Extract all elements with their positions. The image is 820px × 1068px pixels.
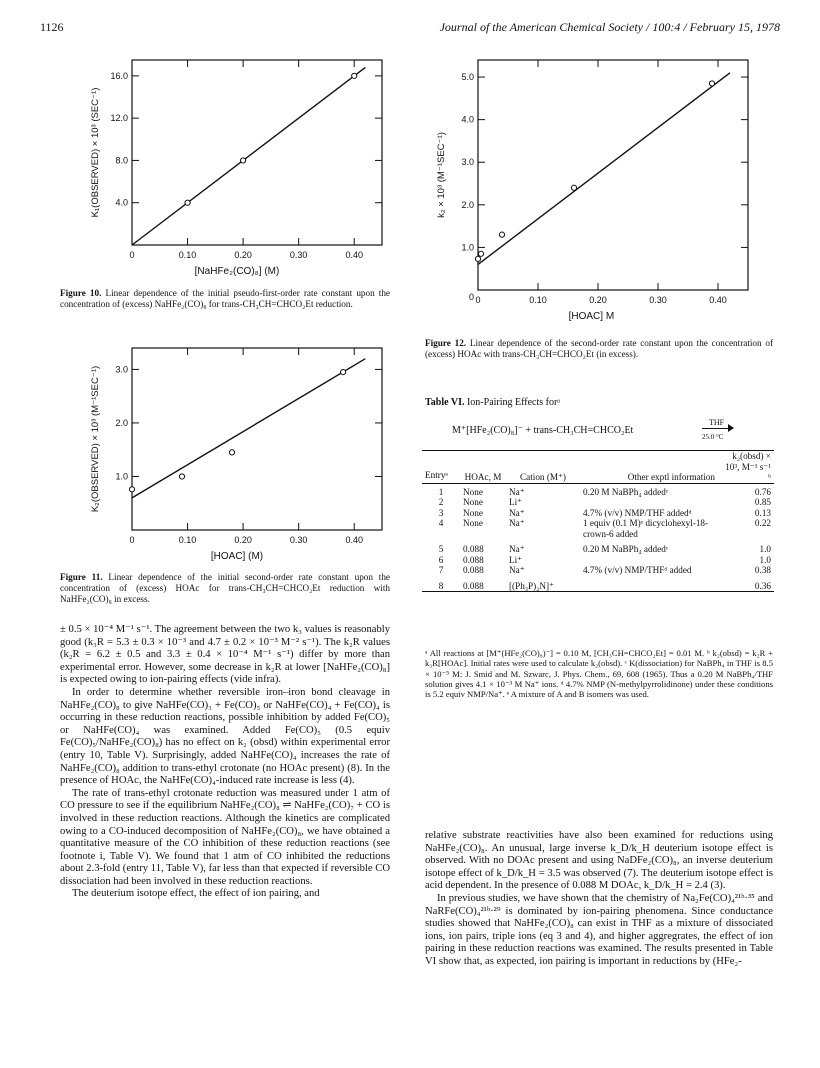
- x-tick-label: 0.30: [649, 295, 667, 305]
- data-point: [571, 185, 576, 190]
- table-cell-hoac: 0.088: [463, 554, 484, 565]
- x-tick-label: 0.20: [234, 535, 252, 545]
- header-k2: k₂(obsd) × 10³, M⁻¹ s⁻¹ ᵇ: [725, 451, 771, 482]
- table-cell-entry: 8: [438, 580, 444, 591]
- table-cell-k2: 1.0: [759, 554, 771, 565]
- reaction-equation: M⁺[HFe₂(CO)₈]⁻ + trans-CH₃CH=CHCO₂Et: [452, 425, 634, 436]
- table-cell-other: 4.7% (v/v) NMP/THFᵈ added: [583, 565, 692, 575]
- table-cell-hoac: 0.088: [463, 544, 484, 554]
- fit-line: [132, 359, 365, 498]
- x-tick-label: 0: [129, 535, 135, 545]
- table-cell-k2: 0.36: [754, 580, 771, 591]
- data-point: [499, 232, 504, 237]
- fig11-plot-frame: [132, 348, 382, 530]
- table-cell-entry: 3: [438, 507, 444, 518]
- figure-10-caption: [60, 288, 390, 310]
- table-cell-hoac: None: [463, 486, 483, 497]
- table-cell-other: 0.20 M NaBPh₄ addedᶜ: [583, 544, 669, 554]
- x-tick-label: 0.10: [178, 535, 197, 545]
- table-cell-hoac: None: [463, 497, 483, 507]
- right-column-text: [425, 830, 773, 969]
- table-cell-other: 1 equiv (0.1 M)ᵉ dicyclohexyl-18-crown-6 added: [583, 518, 709, 539]
- data-point: [241, 158, 246, 163]
- fig12-plot-frame: [478, 60, 748, 290]
- figure-11-caption: [60, 572, 390, 605]
- y-tick-label: 4.0: [461, 114, 474, 125]
- table-cell-other: 0.20 M NaBPh₄ addedᶜ: [583, 486, 669, 497]
- y-tick-label: 2.0: [115, 417, 128, 428]
- origin-label: 0: [468, 292, 474, 302]
- figure-10: [60, 50, 390, 290]
- table-cell-cation: Na⁺: [509, 565, 525, 575]
- table-cell-other: [580, 497, 718, 508]
- y-tick-label: 3.0: [461, 157, 474, 168]
- table-cell-cation: Li⁺: [509, 554, 523, 565]
- paragraph: The deuterium isotope effect, the effect of ion pairing, and: [72, 888, 320, 900]
- table-cell-entry: 6: [438, 554, 444, 565]
- table-6-label: Table VI.: [425, 397, 465, 408]
- table-6-footnotes: ᵃ All reactions at [M⁺(HFe₂(CO)₈)⁻] = 0.10 M, [CH₃CH=CHCO₂Et] = 0.01 M. ᵇ k₂(obsd) = k₂R + k₃R[HOAc]. Initial rates were used to calculate k₂(obsd). ᶜ K(dissociation) for NaBPh₄ in THF is 8.5 × 10⁻⁵ M: J. Smid and M. Szwarc, J. Phys. Chem., 69, 608 (1965). Thus a 0.20 M NaBPh₄/THF solution gives 4.1 × 10⁻³ M Na⁺ ions. ᵈ 4.7% NMP (N-methylpyrrolidinone) under these conditions is 5.2 equiv NMP/Na⁺. ᵉ A mixture of A and B isomers was used.: [425, 648, 773, 700]
- x-tick-label: 0.20: [589, 295, 607, 305]
- table-cell-k2: 0.38: [754, 565, 771, 575]
- x-tick-label: 0.10: [529, 295, 547, 305]
- figure-11-label: Figure 11.: [60, 572, 103, 582]
- y-axis-label: K₂(OBSERVED) × 10³ (M⁻¹SEC⁻¹): [90, 365, 101, 513]
- data-point: [478, 251, 483, 256]
- paragraph: ± 0.5 × 10⁻⁴ M⁻¹ s⁻¹. The agreement between the two k₃ values is reasonably good (k₃R = 5.3 ± 0.3 × 10⁻³ and 4.7 ± 0.2 × 10⁻³ M⁻² s⁻¹). The k₂R values (k₂R = 6.2 ± 0.5 and 3.3 ± 0.4 × 10⁻⁴ M⁻¹ s⁻¹) differ by more than experimental error. However, some decrease in k₂R at lower [NaHFe₂(CO)₈] is expected owing to ion-pairing effects (vide infra).: [60, 624, 390, 686]
- table-cell-cation: Na⁺: [509, 507, 525, 518]
- table-cell-k2: 0.13: [754, 507, 771, 518]
- data-point: [179, 474, 184, 479]
- figure-12: [418, 50, 758, 340]
- y-axis-label: K₁(OBSERVED) × 10³ (SEC⁻¹): [90, 87, 101, 218]
- data-point: [709, 81, 714, 86]
- table-cell-entry: 1: [438, 486, 444, 497]
- table-cell-k2: 1.0: [759, 544, 771, 554]
- y-tick-label: 16.0: [110, 70, 128, 81]
- fit-line: [132, 67, 365, 245]
- table-cell-hoac: None: [463, 507, 483, 518]
- y-tick-label: 2.0: [461, 199, 474, 210]
- table-cell-k2: 0.85: [754, 497, 771, 507]
- table-cell-hoac: 0.088: [463, 580, 484, 591]
- table-row: [422, 508, 774, 519]
- table-cell-other: 4.7% (v/v) NMP/THF addedᵈ: [583, 507, 692, 518]
- x-axis-label: [HOAC] M: [568, 311, 615, 322]
- table-6-title-text: Ion-Pairing Effects forᵃ: [466, 397, 561, 408]
- x-tick-label: 0.30: [289, 250, 308, 260]
- y-tick-label: 8.0: [115, 155, 128, 166]
- page-header: [40, 20, 780, 36]
- table-cell-entry: 7: [438, 565, 444, 575]
- figure-12-caption: [425, 338, 773, 360]
- table-cell-cation: Na⁺: [509, 544, 525, 554]
- figure-12-text: Linear dependence of the second-order rate constant upon the concentration of (excess) HOAc with trans-CH₃CH=CHCO₂Et (in excess).: [425, 338, 774, 359]
- table-cell-other: [580, 576, 718, 592]
- x-tick-label: 0.30: [289, 535, 308, 545]
- table-cell-k2: 0.22: [754, 518, 771, 528]
- table-row: [422, 565, 774, 576]
- table-cell-entry: 5: [438, 544, 444, 554]
- table-6-title: [425, 397, 560, 408]
- arrow-top-label: THF: [709, 418, 725, 427]
- x-axis-label: [NaHFe₂(CO)₈] (M): [194, 266, 280, 277]
- paragraph: In previous studies, we have shown that the chemistry of Na₂Fe(CO)₄²¹ᵇ·³⁵ and NaRFe(CO)₄²¹ᵇ·²⁹ is dominated by ion-pairing phenomena. Since conductance studies showed that NaHFe₂(CO)₈ can exist in THF as a mixture of dissociated ions, ion pairs, triple ions (eq 3 and 4), and higher aggregrates, the effect of ion pairing in these reduction reactions was examined. The results presented in Table VI show that, as expected, ion pairing is important in reductions by (HFe₂-: [425, 892, 773, 967]
- figure-11-text: Linear dependence of the initial second-order rate constant upon the concentration of (excess) HOAc for trans-CH₃CH=CHCO₂Et reduction with NaHFe₂(CO)₈ in excess.: [60, 572, 390, 604]
- table-cell-cation: Na⁺: [509, 486, 525, 497]
- journal-running-head: Journal of the American Chemical Society / 100:4 / February 15, 1978: [439, 20, 780, 34]
- x-tick-label: 0.10: [178, 250, 197, 260]
- table-cell-hoac: 0.088: [463, 565, 484, 575]
- table-row: [422, 576, 774, 592]
- y-tick-label: 4.0: [115, 197, 128, 208]
- table-cell-k2: 0.76: [754, 486, 771, 497]
- arrowhead-icon: [728, 424, 734, 432]
- table-cell-cation: Li⁺: [509, 497, 523, 507]
- y-tick-label: 1.0: [461, 242, 474, 253]
- table-cell-hoac: None: [463, 518, 483, 528]
- table-row: [422, 518, 774, 539]
- x-axis-label: [HOAC] (M): [210, 551, 264, 562]
- data-point: [185, 200, 190, 205]
- figure-11-chart: [60, 338, 390, 570]
- figure-11: [60, 338, 390, 575]
- table-cell-cation: Na⁺: [509, 518, 525, 528]
- figure-10-label: Figure 10.: [60, 288, 102, 298]
- table-cell-entry: 2: [438, 497, 444, 507]
- x-tick-label: 0.40: [709, 295, 727, 305]
- y-tick-label: 12.0: [110, 113, 128, 124]
- figure-10-chart: [60, 50, 390, 285]
- table-cell-cation: [(Ph₃P)₂N]⁺: [509, 580, 554, 591]
- table-cell-entry: 4: [438, 518, 444, 528]
- table-row: [422, 555, 774, 566]
- y-axis-label: k₂ × 10³ (M⁻¹SEC⁻¹): [436, 132, 447, 218]
- fit-line: [478, 73, 730, 265]
- paragraph: The rate of trans-ethyl crotonate reduction was measured under 1 atm of CO pressure to see if the equilibrium NaHFe₂(CO)₈ ⇌ NaHFe₂(CO)₇ + CO is involved in these reduction reactions. Although the kinetics are complicated owing to a CO-induced decomposition of NaHFe₂(CO)₈, we have obtained a quantitative measure of the CO inhibition of these reduction reactions (see footnote i, Table V). We found that 1 atm of CO inhibited the reductions about 2.3-fold (entry 11, Table V), far less than that expected if reversible CO dissociation had been involved in these reduction reactions.: [60, 787, 390, 887]
- x-tick-label: 0: [475, 295, 481, 305]
- x-tick-label: 0.40: [345, 535, 363, 545]
- left-column-text: [60, 624, 390, 901]
- table-row: [422, 497, 774, 508]
- y-tick-label: 1.0: [115, 471, 128, 482]
- figure-12-chart: [418, 50, 758, 335]
- header-cation: Cation (M⁺): [520, 472, 566, 482]
- table-cell-other: [580, 555, 718, 566]
- table-row: [422, 483, 774, 497]
- x-tick-label: 0: [129, 250, 135, 260]
- data-point: [352, 73, 357, 78]
- header-hoac: HOAc, M: [464, 472, 502, 482]
- arrow-bottom-label: 25.0 °C: [702, 433, 724, 441]
- paragraph: In order to determine whether reversible iron–iron bond cleavage in NaHFe₂(CO)₈ to give NaHFe(CO)₃ + Fe(CO)₅ or NaHFe(CO)₄ + Fe(CO)₄ is occurring in these reduction reactions, possible inhibition by added Fe(CO)₅ or NaHFe(CO)₄ was examined. Added Fe(CO)₅ (0.5 equiv Fe(CO)₅/NaHFe₂(CO)₈) has no effect on k₂ (obsd) within experimental error (entry 10, Table V). Surprisingly, added NaHFe(CO)₄ increases the rate of NaHFe₂(CO)₈ addition to trans-ethyl crotonate (no HOAc present) (8). In the presence of HOAc, the NaHFe(CO)₄-induced rate increase is less (4).: [60, 686, 390, 787]
- table-6: [422, 450, 774, 592]
- figure-10-text: Linear dependence of the initial pseudo-first-order rate constant upon the concentration of (excess) NaHFe₂(CO)₈ for trans-CH₃CH=CHCO₂Et reduction.: [60, 288, 390, 309]
- table-row: [422, 539, 774, 555]
- data-point: [129, 487, 134, 492]
- x-tick-label: 0.20: [234, 250, 252, 260]
- y-tick-label: 5.0: [461, 72, 474, 83]
- header-entry: Entryᵃ: [425, 470, 448, 480]
- table-6-reaction: [452, 418, 772, 448]
- header-other: Other exptl information: [627, 472, 715, 482]
- y-tick-label: 3.0: [115, 364, 128, 375]
- data-point: [229, 450, 234, 455]
- data-point: [475, 256, 480, 261]
- page-number: 1126: [40, 20, 64, 34]
- x-tick-label: 0.40: [345, 250, 363, 260]
- table-header-row: [422, 451, 774, 484]
- data-point: [341, 369, 346, 374]
- paragraph: relative substrate reactivities have also been examined for reductions using NaHFe₂(CO)₈. An unusual, large inverse k_D/k_H deuterium isotope effect is observed. With no DOAc present and using NaDFe₂(CO)₈, an inverse deuterium isotope effect of k_D/k_H = 3.5 was observed (7). The deuterium isotope effect is acid dependent. In the presence of 0.088 M DOAc, k_D/k_H = 2.4 (3).: [425, 830, 773, 892]
- figure-12-label: Figure 12.: [425, 338, 467, 348]
